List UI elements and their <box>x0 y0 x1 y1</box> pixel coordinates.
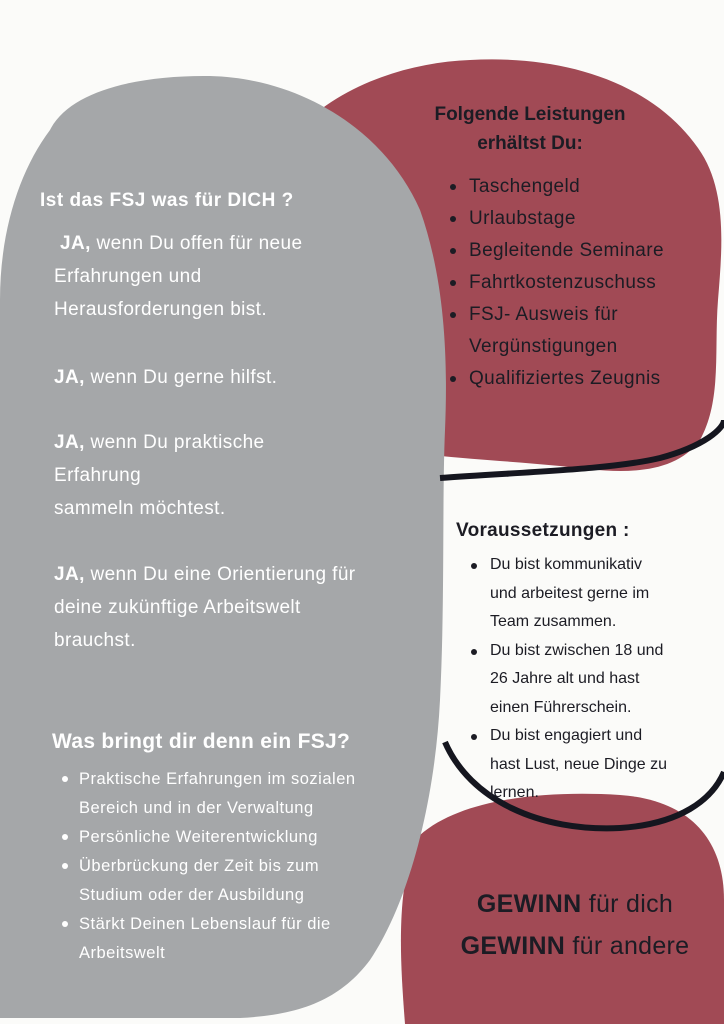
voraussetzung-item: Du bist engagiert und hast Lust, neue Dinge zu lernen. <box>468 722 718 808</box>
leistung-item: Urlaubstage <box>447 203 717 235</box>
leistung-item: Begleitende Seminare <box>447 235 717 267</box>
benefit-list <box>60 765 410 968</box>
leistungen-list <box>447 171 717 395</box>
ja-block: JA, wenn Du eine Orientierung für deine zukünftige Arbeitswelt brauchst. <box>54 564 356 651</box>
leistung-item: Fahrtkostenzuschuss <box>447 267 717 299</box>
voraussetzung-item: Du bist kommunikativ und arbeitest gerne im Team zusammen. <box>468 551 718 637</box>
ja-block: JA, wenn Du gerne hilfst. <box>54 367 278 388</box>
leistung-item: Qualifiziertes Zeugnis <box>447 363 717 395</box>
benefit-item: Stärkt Deinen Lebenslauf für die Arbeitswelt <box>60 910 410 968</box>
question-heading: Ist das FSJ was für DICH ? <box>40 190 294 211</box>
benefit-heading: Was bringt dir denn ein FSJ? <box>52 730 351 753</box>
voraussetzungen-heading: Voraussetzungen : <box>456 520 630 541</box>
benefit-item: Praktische Erfahrungen im sozialen Bereich und in der Verwaltung <box>60 765 410 823</box>
gewinn-line: GEWINN für andere <box>460 932 690 960</box>
benefit-item: Persönliche Weiterentwicklung <box>60 823 410 852</box>
leistung-item: FSJ- Ausweis für Vergünstigungen <box>447 299 717 363</box>
ja-block: JA, wenn Du praktische Erfahrung sammeln möchtest. <box>54 432 265 519</box>
leistung-item: Taschengeld <box>447 171 717 203</box>
voraussetzung-item: Du bist zwischen 18 und 26 Jahre alt und hast einen Führerschein. <box>468 637 718 723</box>
voraussetzungen-list <box>468 551 718 808</box>
leistungen-heading: Folgende Leistungen erhältst Du: <box>434 104 626 154</box>
benefit-item: Überbrückung der Zeit bis zum Studium oder der Ausbildung <box>60 852 410 910</box>
ja-block: JA, wenn Du offen für neue Erfahrungen und Herausforderungen bist. <box>54 233 303 320</box>
gewinn-line: GEWINN für dich <box>476 890 674 918</box>
